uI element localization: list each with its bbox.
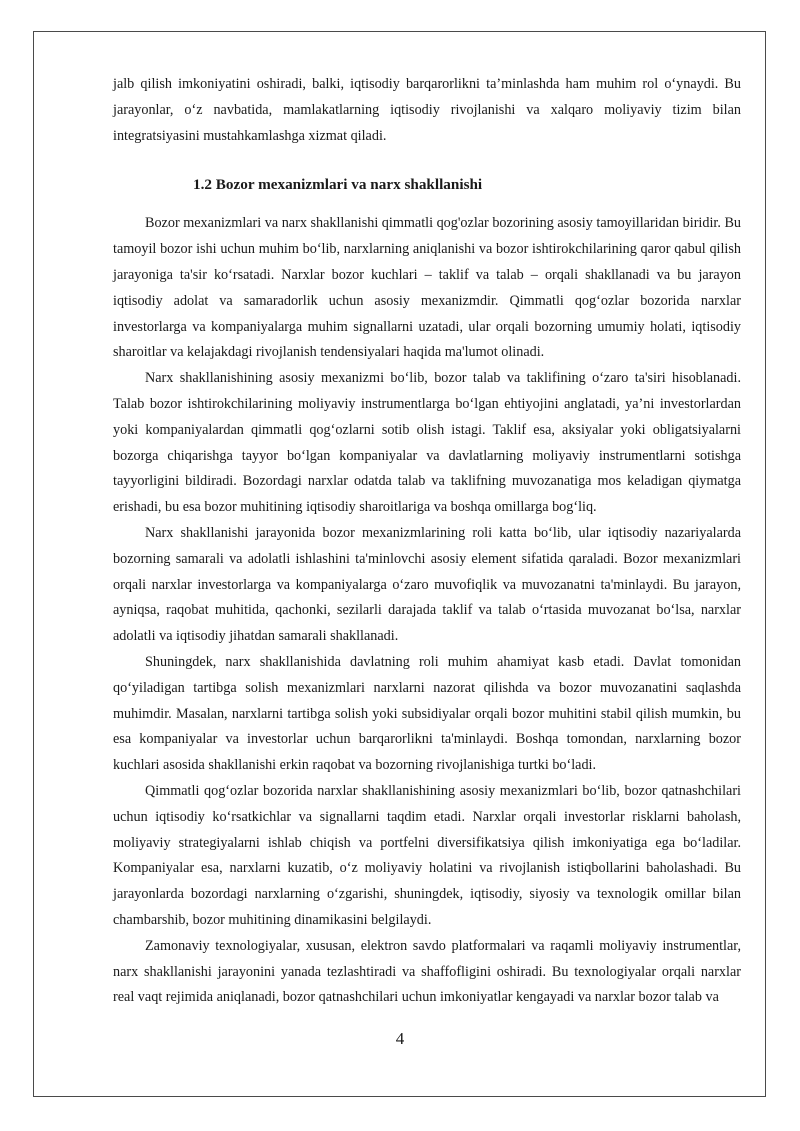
body-paragraph: Zamonaviy texnologiyalar, xususan, elektron savdo platformalari va raqamli moliyaviy instrumentlar, narx shakllanishi jarayonini yanada tezlashtiradi va shaffofligini oshiradi. Bu texnologiyalar orqali narxlar real vaqt rejimida aniqlanadi, bozor qatnashchilari uchun imkoniyatlar kengayadi va narxlar bozor talab va bbox=[113, 937, 741, 1006]
page-number: 4 bbox=[395, 1029, 405, 1048]
body-paragraph: Narx shakllanishi jarayonida bozor mexanizmlarining roli katta bo‘lib, ular iqtisodiy nazariyalarda bozorning samarali va adolatli ishlashini ta'minlovchi asosiy element sifatida qaraladi. Bozor mexanizmlari orqali narxlar investorlarga va kompaniyalarga o‘zaro muvofiqlik va muvozanatni ta'minlaydi. Bu jarayon, ayniqsa, raqobat muhitida, qachonki, sezilarli darajada taklif va talab o‘rtasida muvozanat bo‘lsa, narxlar adolatli va iqtisodiy jihatdan samarali shakllanadi. bbox=[113, 524, 741, 645]
opening-paragraph: jalb qilish imkoniyatini oshiradi, balki, iqtisodiy barqarorlikni ta’minlashda ham muhim rol o‘ynaydi. Bu jarayonlar, o‘z navbatida, mamlakatlarning iqtisodiy rivojlanishi va xalqaro moliyaviy tizim bilan integratsiyasini mustahkamlashga xizmat qiladi. bbox=[113, 76, 741, 144]
body-paragraph: Bozor mexanizmlari va narx shakllanishi qimmatli qog'ozlar bozorining asosiy tamoyillaridan biridir. Bu tamoyil bozor ishi uchun muhim bo‘lib, narxlarning aniqlanishi va bozor ishtirokchilarining qaror qabul qilish jarayoniga ta'sir ko‘rsatadi. Narxlar bozor kuchlari – taklif va talab – orqali shakllanadi va bu jarayon iqtisodiy adolat va samaradorlik uchun asosiy mexanizmdir. Qimmatli qog‘ozlar bozorida narxlar investorlarga va kompaniyalarga muhim signallarni uzatadi, ular orqali bozorning umumiy holati, iqtisodiy sharoitlar va kelajakdagi rivojlanish tendensiyalari haqida ma'lumot olinadi. bbox=[113, 215, 741, 361]
body-paragraph: Qimmatli qog‘ozlar bozorida narxlar shakllanishining asosiy mexanizmlari bo‘lib, bozor qatnashchilari uchun iqtisodiy ko‘rsatkichlar va signallarni taqdim etadi. Narxlar orqali investorlar risklarni baholash, moliyaviy strategiyalarni ishlab chiqish va portfelni diversifikatsiya qilish imkoniyatiga ega bo‘ladilar. Kompaniyalar esa, narxlarni kuzatib, o‘z moliyaviy holatini va rivojlanish istiqbollarini baholashadi. Bu jarayonlarda bozordagi narxlarning o‘zgarishi, shuningdek, iqtisodiy, siyosiy va texnologik omillar bilan chambarshib, bozor muhitining dinamikasini belgilaydi. bbox=[113, 782, 741, 928]
section-heading: 1.2 Bozor mexanizmlari va narx shakllanishi bbox=[193, 176, 483, 194]
body-paragraph: Narx shakllanishining asosiy mexanizmi bo‘lib, bozor talab va taklifining o‘zaro ta'siri hisoblanadi. Talab bozor ishtirokchilarining moliyaviy instrumentlarga bo‘lgan ehtiyojini anglatadi, ya’ni investorlardan yoki kompaniyalardan qimmatli qog‘ozlarni sotib olish istagi. Taklif esa, aksiyalar yoki obligatsiyalarni bozorga chiqarishga tayyor bo‘lgan kompaniyalar va davlatlarning moliyaviy instrumentlarni sotishga tayyorligini bildiradi. Bozordagi narxlar odatda talab va taklifning muvozanatiga mos keladigan qiymatga erishadi, bu esa bozor muhitining iqtisodiy sharoitlariga va boshqa omillarga bog‘liq. bbox=[113, 370, 741, 516]
document-body bbox=[113, 72, 741, 1011]
body-paragraph: Shuningdek, narx shakllanishida davlatning roli muhim ahamiyat kasb etadi. Davlat tomonidan qo‘yiladigan tartibga solish mexanizmlari narxlarni nazorat qilishda va bozor muvozanatini saqlashda muhimdir. Masalan, narxlarni tartibga solish yoki subsidiyalar orqali bozor muhitini stabil qilish mumkin, bu esa kompaniyalar va investorlar uchun barqarorlikni ta'minlaydi. Boshqa tomondan, narxlarning bozor kuchlari asosida shakllanishi erkin raqobat va bozorning rivojlanishiga turtki bo‘ladi. bbox=[113, 653, 741, 774]
